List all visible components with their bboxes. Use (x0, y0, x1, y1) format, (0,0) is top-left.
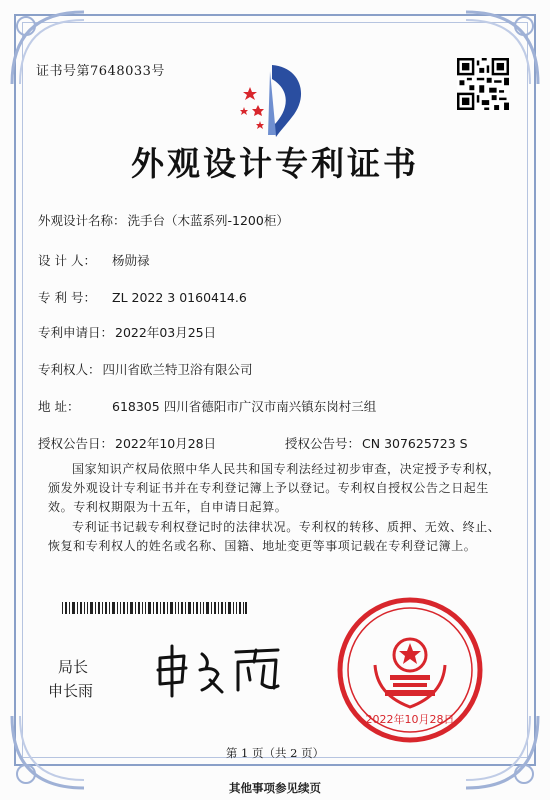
grant-number-row (285, 434, 468, 452)
design-name-value: 洗手台（木蓝系列-1200柜） (127, 213, 289, 228)
designer-label: 设 计 人： (38, 253, 96, 268)
official-seal-icon (335, 595, 485, 745)
designer-row (38, 251, 150, 269)
design-name-label: 外观设计名称： (38, 213, 126, 228)
patentee-label: 专利权人： (38, 362, 101, 377)
grant-number-label: 授权公告号： (285, 436, 361, 451)
grant-statement-paragraph: 国家知识产权局依照中华人民共和国专利法经过初步审查，决定授予专利权，颁发外观设计专利证书并在专利登记簿上予以登记。专利权自授权公告之日起生效。专利权期限为十五年，自申请日起算。 (48, 462, 501, 514)
patent-number-row (38, 288, 247, 306)
cnipa-logo-icon (230, 55, 320, 145)
seal-date: 2022年10月28日 (365, 713, 455, 726)
filing-date-row (38, 323, 216, 341)
chief-name: 申长雨 (48, 682, 94, 700)
patentee-row (38, 360, 253, 378)
corner-ornament-icon (4, 4, 94, 94)
certificate-title: 外观设计专利证书 (131, 144, 419, 183)
grant-date-value: 2022年10月28日 (115, 436, 217, 451)
filing-date-label: 专利申请日： (38, 325, 114, 340)
address-row (38, 397, 376, 415)
chief-title: 局长 (58, 658, 89, 676)
signature-icon (150, 640, 290, 700)
grant-number-value: CN 307625723 S (362, 436, 468, 451)
barcode-icon (62, 602, 247, 614)
page-number: 第 1 页（共 2 页） (225, 746, 325, 760)
designer-value: 杨勋禄 (112, 253, 150, 268)
filing-date-value: 2022年03月25日 (115, 325, 217, 340)
address-value: 618305 四川省德阳市广汉市南兴镇东岗村三组 (112, 399, 377, 414)
patent-number-value: ZL 2022 3 0160414.6 (112, 290, 247, 305)
qr-code-icon (457, 58, 509, 110)
patent-number-label: 专 利 号： (38, 290, 96, 305)
design-name-row (38, 211, 289, 229)
footer-note: 其他事项参见续页 (229, 781, 321, 795)
certificate-number: 证书号第7648033号 (36, 64, 165, 79)
grant-date-row (38, 434, 216, 452)
legal-status-paragraph: 专利证书记载专利权登记时的法律状况。专利权的转移、质押、无效、终止、恢复和专利权人的姓名或名称、国籍、地址变更等事项记载在专利登记簿上。 (48, 520, 501, 553)
address-label: 地 址： (38, 399, 80, 414)
grant-date-label: 授权公告日： (38, 436, 114, 451)
patentee-value: 四川省欧兰特卫浴有限公司 (102, 362, 253, 377)
